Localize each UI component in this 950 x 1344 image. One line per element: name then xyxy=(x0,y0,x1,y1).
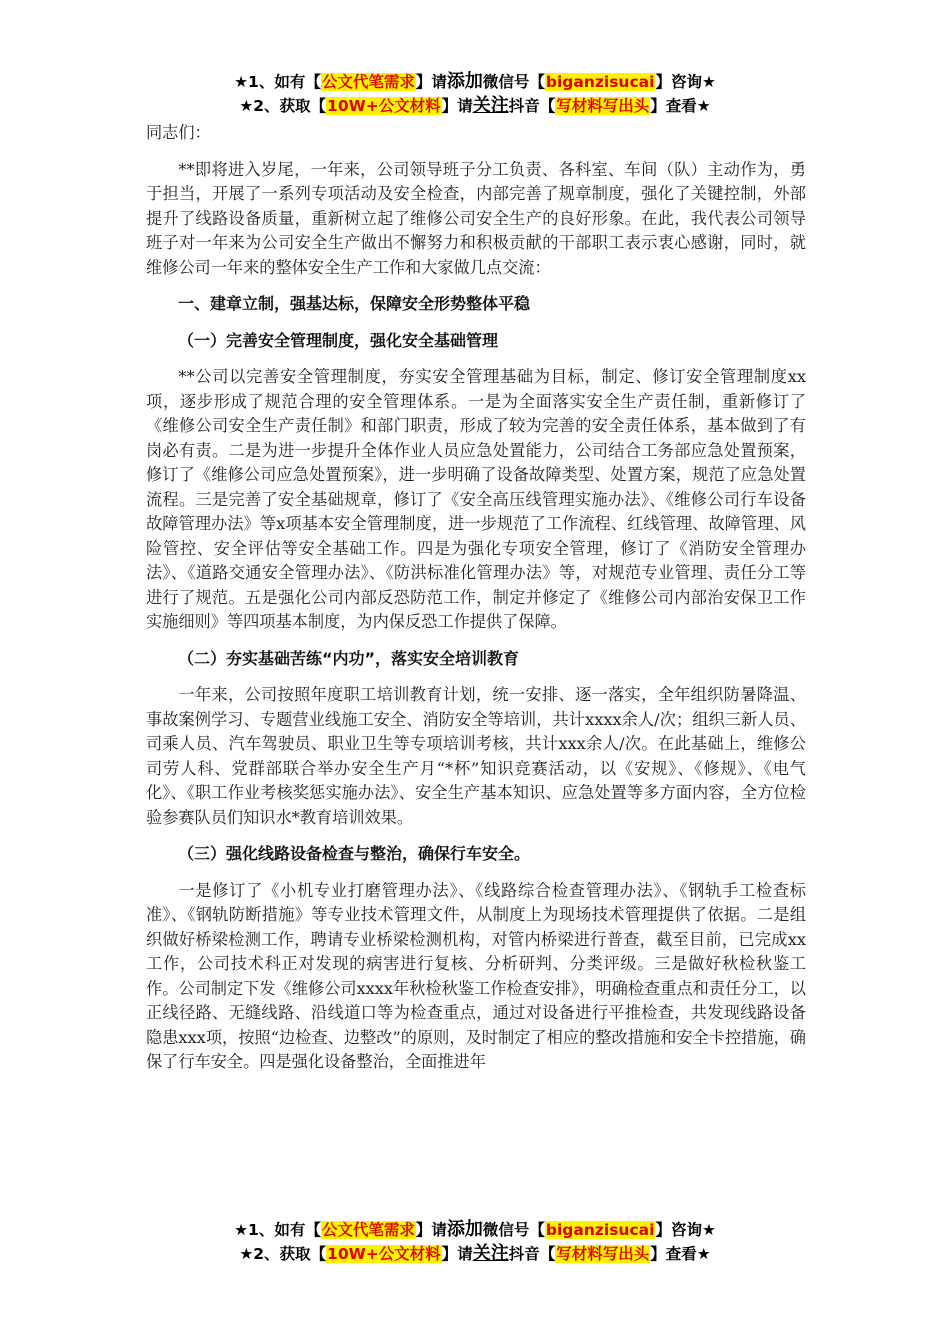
banner-suffix: 】查看★ xyxy=(650,1245,711,1263)
banner-douyin-name: 写材料写出头 xyxy=(556,1245,650,1263)
greeting: 同志们： xyxy=(146,123,211,142)
banner-douyin-name: 写材料写出头 xyxy=(556,97,650,115)
banner-text: 微信号【 xyxy=(482,1221,545,1239)
banner-line-1 xyxy=(0,1218,950,1242)
bottom-banner xyxy=(0,1218,950,1266)
banner-text: 】请 xyxy=(415,1221,447,1239)
banner-highlight: 公文代笔需求 xyxy=(321,73,415,91)
subsection-heading: （二）夯实基础苦练“内功”，落实安全培训教育 xyxy=(178,648,520,668)
banner-text: 微信号【 xyxy=(482,73,545,91)
banner-highlight: 公文代笔需求 xyxy=(321,1221,415,1239)
banner-prefix: ★1、如有【 xyxy=(234,73,321,91)
banner-prefix: ★2、获取【 xyxy=(239,97,327,115)
banner-line-2 xyxy=(0,94,950,118)
banner-highlight: 10W+公文材料 xyxy=(327,97,441,115)
banner-line-2 xyxy=(0,1242,950,1266)
banner-wechat-id: biganzisucai xyxy=(545,73,655,91)
banner-text: 】请 xyxy=(441,97,473,115)
banner-emphasis: 添加 xyxy=(446,1219,483,1240)
subsection-heading: （一）完善安全管理制度，强化安全基础管理 xyxy=(178,330,499,350)
banner-text: 抖音【 xyxy=(508,97,556,115)
body-paragraph: 一是修订了《小机专业打磨管理办法》、《线路综合检查管理办法》、《钢轨手工检查标准》、《钢轨防断措施》等专业技术管理文件，从制度上为现场技术管理提供了依据。二是组织做好桥梁检测工作，聘请专业桥梁检测机构，对管内桥梁进行普查，截至目前，已完成xx工作，公司技术科正对发现的病害进行复核、分析研判、分类评级。三是做好秋检秋鉴工作。公司制定下发《维修公司xxxx年秋检秋鉴工作检查安排》，明确检查重点和责任分工，以正线径路、无缝线路、沿线道口等为检查重点，通过对设备进行平推检查，共发现线路设备隐患xxx项，按照“边检查、边整改”的原则，及时制定了相应的整改措施和安全卡控措施，确保了行车安全。四是强化设备整治，全面推进年 xyxy=(146,880,806,1071)
banner-suffix: 】咨询★ xyxy=(655,73,716,91)
banner-prefix: ★2、获取【 xyxy=(239,1245,327,1263)
body-paragraph: **公司以完善安全管理制度，夯实安全管理基础为目标，制定、修订安全管理制度xx项，逐步形成了规范合理的安全管理体系。一是为全面落实安全生产责任制，重新修订了《维修公司安全生产责任制》和部门职责，形成了较为完善的安全责任体系，基本做到了有岗必有责。二是为进一步提升全体作业人员应急处置能力，公司结合工务部应急处置预案，修订了《维修公司应急处置预案》，进一步明确了设备故障类型、处置方案，规范了应急处置流程。三是完善了安全基础规章，修订了《安全高压线管理实施办法》、《维修公司行车设备故障管理办法》等x项基本安全管理制度，进一步规范了工作流程、红线管理、故障管理、风险管控、安全评估等安全基础工作。四是为强化专项安全管理，修订了《消防安全管理办法》、《道路交通安全管理办法》、《防洪标准化管理办法》等，对规范专业管理、责任分工等进行了规范。五是强化公司内部反恐防范工作，制定并修定了《维修公司内部治安保卫工作实施细则》等四项基本制度，为内保反恐工作提供了保障。 xyxy=(146,367,806,631)
banner-emphasis: 添加 xyxy=(446,71,483,92)
banner-emphasis: 关注 xyxy=(472,95,509,116)
banner-emphasis: 关注 xyxy=(472,1243,509,1264)
banner-text: 】请 xyxy=(415,73,447,91)
banner-suffix: 】查看★ xyxy=(650,97,711,115)
banner-suffix: 】咨询★ xyxy=(655,1221,716,1239)
banner-prefix: ★1、如有【 xyxy=(234,1221,321,1239)
banner-highlight: 10W+公文材料 xyxy=(327,1245,441,1263)
banner-text: 抖音【 xyxy=(508,1245,556,1263)
intro-paragraph: **即将进入岁尾，一年来，公司领导班子分工负责、各科室、车间（队）主动作为，勇于担当，开展了一系列专项活动及安全检查，内部完善了规章制度，强化了关键控制，外部提升了线路设备质量，重新树立起了维修公司安全生产的良好形象。在此，我代表公司领导班子对一年来为公司安全生产做出不懈努力和积极贡献的干部职工表示衷心感谢，同时，就维修公司一年来的整体安全生产工作和大家做几点交流： xyxy=(146,159,806,277)
body-paragraph: 一年来，公司按照年度职工培训教育计划，统一安排、逐一落实，全年组织防暑降温、事故案例学习、专题营业线施工安全、消防安全等培训，共计xxxx余人/次；组织三新人员、司乘人员、汽车驾驶员、职业卫生等专项培训考核，共计xxx余人/次。在此基础上，维修公司劳人科、党群部联合举办安全生产月“*杯”知识竞赛活动，以《安规》、《修规》、《电气化》、《职工作业考核奖惩实施办法》、安全生产基本知识、应急处置等多方面内容，全方位检验参赛队员们知识水*教育培训效果。 xyxy=(146,685,806,827)
document-body xyxy=(146,121,806,1087)
top-banner xyxy=(0,70,950,118)
subsection-heading: （三）强化线路设备检查与整治，确保行车安全。 xyxy=(178,844,531,863)
banner-text: 】请 xyxy=(441,1245,473,1263)
banner-line-1 xyxy=(0,70,950,94)
banner-wechat-id: biganzisucai xyxy=(545,1221,655,1239)
section-heading: 一、建章立制，强基达标，保障安全形势整体平稳 xyxy=(178,294,531,313)
